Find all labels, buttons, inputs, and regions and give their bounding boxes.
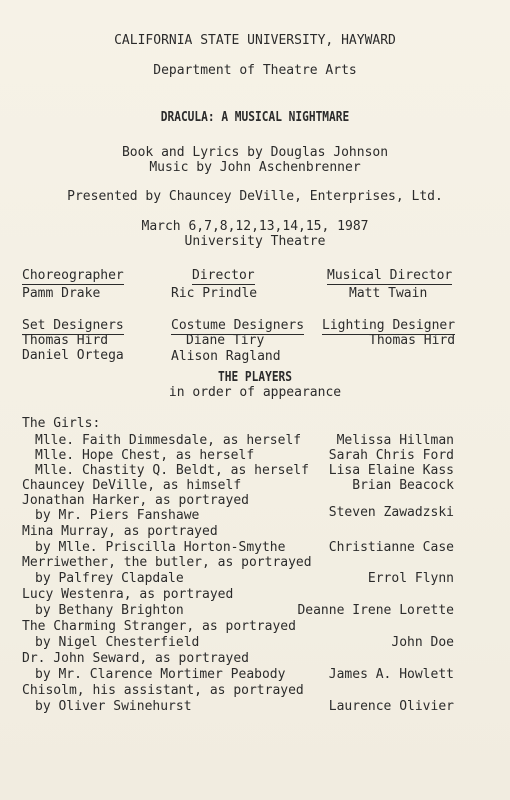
cast-actor: Christianne Case xyxy=(328,540,454,555)
cast-actor: Melissa Hillman xyxy=(336,433,454,448)
cast-actor: Sarah Chris Ford xyxy=(328,448,454,463)
presented-by: Presented by Chauncey DeVille, Enterprises, Ltd. xyxy=(67,189,443,204)
university-name: CALIFORNIA STATE UNIVERSITY, HAYWARD xyxy=(114,33,396,48)
costume-designers-credit xyxy=(171,318,304,334)
department-name: Department of Theatre Arts xyxy=(153,63,357,78)
set-designer-name-2: Daniel Ortega xyxy=(22,348,124,363)
director-credit xyxy=(192,268,255,284)
cast-actor: Deanne Irene Lorette xyxy=(297,603,454,618)
cast-actor: Lisa Elaine Kass xyxy=(328,463,454,478)
performance-dates: March 6,7,8,12,13,14,15, 1987 xyxy=(141,219,369,234)
costume-designer-name-2: Alison Ragland xyxy=(171,349,281,364)
cast-role-portrayer: by Mlle. Priscilla Horton-Smythe xyxy=(35,540,286,555)
musical-director-credit xyxy=(327,268,452,284)
cast-role-portrayer: by Palfrey Clapdale xyxy=(35,571,184,586)
director-name: Ric Prindle xyxy=(171,286,258,301)
cast-actor: James A. Howlett xyxy=(328,667,454,682)
cast-actor: Laurence Olivier xyxy=(328,699,454,714)
choreographer-name: Pamm Drake xyxy=(22,286,101,301)
cast-role: Chauncey DeVille, as himself xyxy=(22,478,242,493)
group-label: The Girls: xyxy=(22,416,101,431)
cast-role-portrayer: by Bethany Brighton xyxy=(35,603,184,618)
cast-role: Jonathan Harker, as portrayed xyxy=(22,493,249,508)
lighting-designer-role: Lighting Designer xyxy=(322,318,456,333)
musical-director-name: Matt Twain xyxy=(349,286,428,301)
venue: University Theatre xyxy=(184,234,326,249)
set-designer-name-1: Thomas Hird xyxy=(22,333,109,348)
cast-actor: Brian Beacock xyxy=(352,478,454,493)
lighting-designer-credit xyxy=(322,318,455,334)
players-heading: THE PLAYERS xyxy=(217,370,293,385)
set-designers-credit xyxy=(22,318,124,334)
cast-role: Mlle. Chastity Q. Beldt, as herself xyxy=(35,463,309,478)
show-title: DRACULA: A MUSICAL NIGHTMARE xyxy=(160,110,350,125)
costume-designer-name-1: Diane Tiry xyxy=(186,333,265,348)
musical-director-role: Musical Director xyxy=(327,268,453,283)
book-lyrics-credit: Book and Lyrics by Douglas Johnson xyxy=(121,145,389,160)
costume-designers-role: Costume Designers xyxy=(171,318,305,333)
cast-actor: Steven Zawadzski xyxy=(328,505,454,520)
music-credit: Music by John Aschenbrenner xyxy=(149,160,361,175)
cast-actor: John Doe xyxy=(391,635,454,650)
cast-role: Chisolm, his assistant, as portrayed xyxy=(22,683,304,698)
cast-role-portrayer: by Oliver Swinehurst xyxy=(35,699,192,714)
lighting-designer-name: Thomas Hird xyxy=(369,333,456,348)
cast-role: Mlle. Hope Chest, as herself xyxy=(35,448,255,463)
cast-role: Mina Murray, as portrayed xyxy=(22,524,218,539)
cast-role: Lucy Westenra, as portrayed xyxy=(22,587,234,602)
cast-role: The Charming Stranger, as portrayed xyxy=(22,619,296,634)
cast-role-portrayer: by Mr. Piers Fanshawe xyxy=(35,508,200,523)
cast-actor: Errol Flynn xyxy=(367,571,454,586)
cast-role-portrayer: by Mr. Clarence Mortimer Peabody xyxy=(35,667,286,682)
cast-role-portrayer: by Nigel Chesterfield xyxy=(35,635,200,650)
cast-role: Dr. John Seward, as portrayed xyxy=(22,651,249,666)
cast-role: Merriwether, the butler, as portrayed xyxy=(22,555,312,570)
players-subheading: in order of appearance xyxy=(168,385,342,400)
cast-role: Mlle. Faith Dimmesdale, as herself xyxy=(35,433,302,448)
set-designers-role: Set Designers xyxy=(22,318,124,333)
choreographer-role: Choreographer xyxy=(22,268,124,283)
choreographer-credit xyxy=(22,268,124,284)
director-role: Director xyxy=(192,268,255,283)
